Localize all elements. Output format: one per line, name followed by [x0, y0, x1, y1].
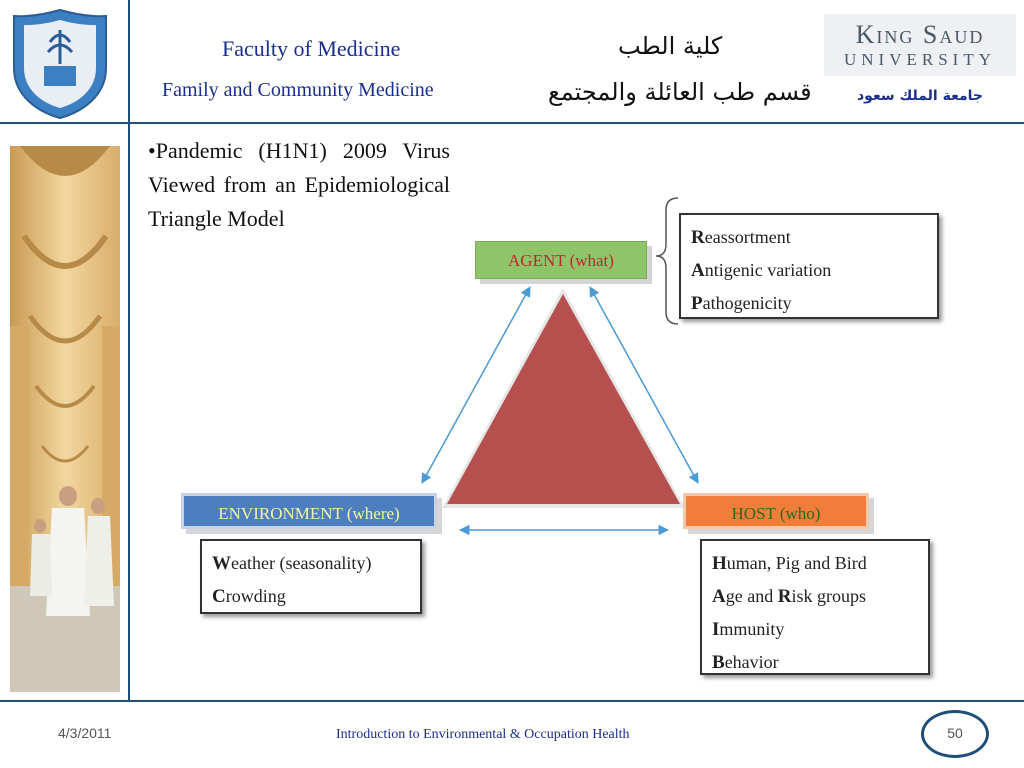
ksu-wordmark-line2: UNIVERSITY [844, 50, 996, 69]
list-item [712, 613, 918, 646]
list-item-text: eather (seasonality) [231, 553, 372, 573]
list-item-text: ntigenic variation [704, 260, 832, 280]
list-item-initial: P [691, 293, 703, 314]
host-label: HOST (who) [731, 504, 821, 523]
department-title-ar: قسم طب العائلة والمجتمع [548, 78, 812, 106]
list-item-text: athogenicity [702, 293, 792, 313]
footer-divider [0, 700, 1024, 702]
list-item-initial: B [712, 652, 725, 673]
ksu-wordmark-line1: King Saud [855, 20, 985, 49]
footer-date: 4/3/2011 [58, 725, 112, 741]
faculty-title-en: Faculty of Medicine [222, 36, 401, 61]
host-box [683, 493, 869, 529]
list-item-initial: R [691, 227, 705, 248]
agent-brace [656, 198, 678, 324]
list-item [212, 547, 410, 580]
list-item-initial: R [777, 586, 792, 607]
list-item [712, 580, 918, 613]
university-name-ar: جامعة الملك سعود [857, 88, 983, 104]
list-item [712, 646, 918, 679]
list-item-initial: A [691, 260, 705, 281]
list-item-initial: W [212, 553, 231, 574]
list-item [691, 287, 927, 320]
list-item [691, 221, 927, 254]
page-number: 50 [947, 725, 963, 741]
department-title-en: Family and Community Medicine [162, 79, 434, 101]
list-item-initial: C [212, 586, 226, 607]
list-item [712, 547, 918, 580]
list-item-text: ge and [725, 586, 778, 606]
list-item-initial: A [712, 586, 726, 607]
list-item-initial: H [712, 553, 727, 574]
list-item-text: mmunity [719, 619, 785, 639]
list-item [212, 580, 410, 613]
slide-bullet-text: •Pandemic (H1N1) 2009 Virus Viewed from an Epidemiological Triangle Model [148, 138, 450, 231]
agent-label: AGENT (what) [508, 251, 614, 270]
list-item-text: eassortment [704, 227, 791, 247]
footer-title: Introduction to Environmental & Occupation Health [336, 727, 630, 742]
epidemiological-triangle [447, 294, 680, 504]
list-item-text: isk groups [791, 586, 866, 606]
environment-label: ENVIRONMENT (where) [218, 504, 400, 523]
agent-box [475, 241, 647, 279]
environment-box [181, 493, 437, 529]
list-item-text: ehavior [724, 652, 779, 672]
agent-factors-list [679, 213, 939, 319]
list-item-initial: I [712, 619, 720, 640]
list-item [691, 254, 927, 287]
page-number-badge [921, 710, 989, 758]
environment-factors-list [200, 539, 422, 614]
list-item-text: rowding [225, 586, 286, 606]
host-factors-list [700, 539, 930, 675]
list-item-text: uman, Pig and Bird [726, 553, 867, 573]
faculty-title-ar: كلية الطب [618, 32, 723, 60]
